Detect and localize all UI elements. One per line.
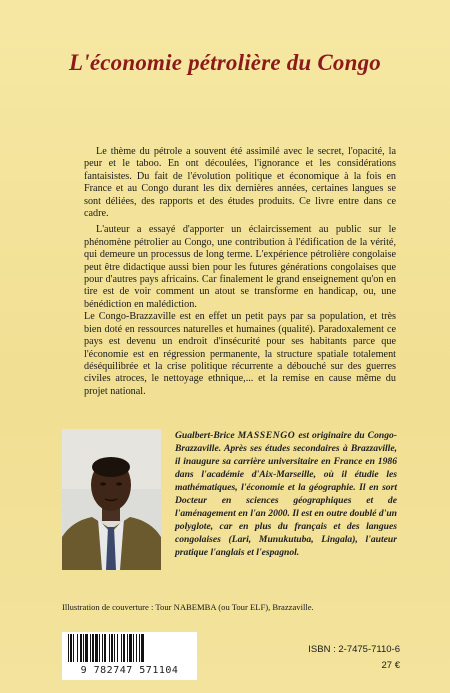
cover-credit: Illustration de couverture : Tour NABEMBA (ou Tour ELF), Brazzaville. (62, 602, 314, 612)
author-surname: MASSENGO (237, 430, 296, 441)
author-name (175, 430, 295, 441)
author-portrait-icon (62, 429, 161, 570)
blurb-paragraph-2: L'auteur a essayé d'apporter un éclaircissement au public sur le phénomène pétrolier au Congo, une contribution à l'édification de la vérité, qui demeure un processus de long terme. L'expérience pétrolière congolaise peut être didactique aussi bien pour les futures générations congolaises que pour d'autres pays africains. Car finalement le grand enseignement qu'on en tire est de voir comment un atout se transforme en handicap, ou, une bénédiction en malédiction. (84, 224, 396, 310)
blurb-paragraph-1: Le thème du pétrole a souvent été assimilé avec le secret, l'opacité, la peur et le taboo. En ont découlées, l'ignorance et les considérations fantaisistes. Du fait de l'évolution politique et économique à la fois en France et au Congo durant les dix dernières années, certaines langues se sont déliées, des rapports et des études produits. Ce livre entre dans ce cadre. (84, 146, 396, 220)
book-title: L'économie pétrolière du Congo (68, 50, 381, 75)
blurb-paragraph-3: Le Congo-Brazzaville est en effet un petit pays par sa population, et très bien doté en ressources naturelles et humaines (qualité). Paradoxalement ce pays est devenu un endroit d'insécurité pour ses habitants parce que l'économie est en régression permanente, la structure spatiale totalement déséquilibrée et la crise politique récurrente a débouché sur des guerres civiles atroces, le nettoyage ethnique,... et la remise en cause même du projet national. (84, 311, 396, 397)
author-first-names: Gualbert-Brice (175, 430, 235, 441)
barcode-number: 9 782747 571104 (62, 662, 197, 680)
isbn: ISBN : 2-7475-7110-6 (308, 644, 400, 655)
author-photo (62, 429, 161, 570)
price: 27 € (381, 660, 400, 671)
barcode-bars-icon (62, 632, 197, 664)
blurb-text (84, 146, 396, 398)
author-bio-text: est originaire du Congo-Brazzaville. Après ses études secondaires à Brazzaville, il inaugure sa carrière universitaire en France en 1986 dans l'académie d'Aix-Marseille, où il étudie les mathématiques, l'économie et la géographie. Il en sort Docteur en sciences géographiques et de l'aménagement en l'an 2000. Il est en outre doublé d'un polyglote, car en plus du français et des langues congolaises (Lari, Munukutuba, Lingala), l'auteur pratique l'anglais et l'espagnol. (175, 430, 397, 558)
author-bio (175, 429, 397, 559)
